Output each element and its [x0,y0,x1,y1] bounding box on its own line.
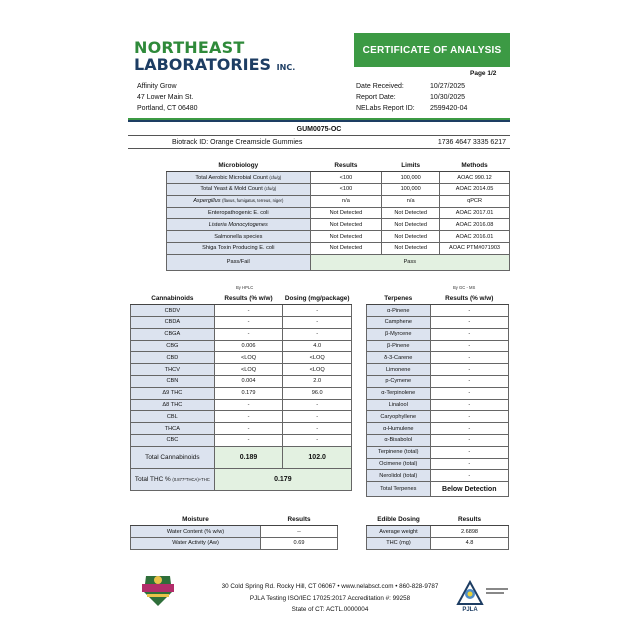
cannabinoid-dosing: 2.0 [283,376,352,388]
table-row [367,376,509,388]
terpene-name: β-Pinene [367,340,431,352]
micro-header-limits: Limits [382,160,440,172]
terpene-name: Limonene [367,364,431,376]
divider-navy [128,120,510,122]
cannabinoid-result: - [214,411,283,423]
micro-method: AOAC 990.12 [440,172,510,184]
micro-limit: Not Detected [382,231,440,243]
micro-analyte-name: Aspergillus [193,198,221,205]
table-row [367,458,509,470]
micro-analyte-name: Total Aerobic Microbial Count [195,174,268,181]
edible-name: THC (mg) [367,538,431,550]
cannabinoid-name: THCA [131,423,215,435]
micro-method: AOAC 2016.01 [440,231,510,243]
table-row [167,207,510,219]
terpene-result: - [430,435,509,447]
cannabinoid-name: CBG [131,340,215,352]
cannabinoid-name: Δ8 THC [131,399,215,411]
micro-analyte [167,219,311,231]
client-address [137,81,198,114]
edible-result: 4.8 [431,538,509,550]
cannabinoid-dosing: 96.0 [283,387,352,399]
pass-fail-row [167,254,510,270]
table-row [131,352,352,364]
cannabinoid-result: <LOQ [214,352,283,364]
micro-analyte [167,207,311,219]
logo-line2 [134,56,334,77]
cannabinoid-result: 0.006 [214,340,283,352]
terpene-result: - [430,458,509,470]
micro-analyte-unit: (cfu/g) [264,186,277,192]
gcms-note: By GC - MS [453,285,476,290]
table-row [167,231,510,243]
table-row [131,411,352,423]
table-row [131,317,352,329]
total-cannabinoids-mg: 102.0 [283,446,352,468]
page-number: Page 1/2 [470,70,497,77]
cannabinoid-name: Δ9 THC [131,387,215,399]
cannabinoid-dosing: - [283,328,352,340]
moisture-header-results: Results [261,514,338,526]
table-row [367,435,509,447]
table-row [131,435,352,447]
moisture-table [130,514,338,550]
micro-result: Not Detected [310,243,382,255]
micro-result: Not Detected [310,207,382,219]
cannabinoid-result: - [214,399,283,411]
document-title: CERTIFICATE OF ANALYSIS [354,33,510,67]
pass-fail-label: Pass/Fail [167,254,311,270]
terp-header-results: Results (% w/w) [430,293,509,305]
micro-analyte [167,195,311,207]
micro-method: AOAC PTM#071903 [440,243,510,255]
cannabinoid-dosing: <LOQ [283,364,352,376]
terpene-result: - [430,376,509,388]
footer-state-license: State of CT: ACTL.0000004 [291,606,369,613]
total-terpenes-row [367,482,509,497]
table-row [367,411,509,423]
terpene-result: - [430,411,509,423]
table-row [367,364,509,376]
cannabinoid-name: THCV [131,364,215,376]
sample-number: 1736 4647 3335 6217 [437,138,506,146]
terpene-result: - [430,399,509,411]
micro-method: AOAC 2014.05 [440,184,510,196]
canna-header-name: Cannabinoids [131,293,215,305]
total-thc-label [131,468,215,490]
logo-line1: NORTHEAST [134,38,245,57]
client-street: 47 Lower Main St. [137,94,194,101]
micro-analyte-name: Shiga Toxin Producing E. coli [202,245,275,252]
micro-method: AOAC 2016.08 [440,219,510,231]
terpene-name: β-Myrcene [367,328,431,340]
terpene-name: Linalool [367,399,431,411]
total-cannabinoids-row [131,446,352,468]
table-row [131,387,352,399]
total-terpenes-value: Below Detection [430,482,509,497]
canna-header-results: Results (% w/w) [214,293,283,305]
table-row [367,470,509,482]
table-row [367,352,509,364]
table-row [131,364,352,376]
report-date-label: Report Date: [356,94,396,101]
certification-badge-icon [138,570,178,610]
total-cannabinoids-pct: 0.189 [214,446,283,468]
footer-address: 30 Cold Spring Rd. Rocky Hill, CT 06067 • www.nelabsct.com • 860-828-9787 [221,583,439,590]
client-name: Affinity Grow [137,83,177,90]
moisture-header-name: Moisture [131,514,261,526]
moisture-name: Water Activity (Aw) [131,538,261,550]
cannabinoid-name: CBGA [131,328,215,340]
cannabinoid-dosing: - [283,399,352,411]
cannabinoid-name: CBDV [131,305,215,317]
footer-accreditation: PJLA Testing ISO/IEC 17025:2017 Accreditation #: 99258 [249,594,411,602]
microbiology-table [166,160,510,271]
total-terpenes-label: Total Terpenes [367,482,431,497]
terpene-result: - [430,352,509,364]
terpene-result: - [430,364,509,376]
micro-result: <100 [310,184,382,196]
table-row [131,328,352,340]
micro-analyte [167,243,311,255]
cannabinoid-dosing: - [283,305,352,317]
micro-result: Not Detected [310,219,382,231]
table-row [131,340,352,352]
terpene-name: p-Cymene [367,376,431,388]
micro-result: n/a [310,195,382,207]
terpene-result: - [430,328,509,340]
micro-result: Not Detected [310,231,382,243]
terpene-name: Caryophyllene [367,411,431,423]
table-row [367,328,509,340]
table-row [131,376,352,388]
table-row [367,317,509,329]
cannabinoid-name: CBN [131,376,215,388]
micro-header-analyte: Microbiology [167,160,311,172]
pjla-accreditation-icon [456,580,510,612]
cannabinoid-dosing: <LOQ [283,352,352,364]
micro-analyte-name: Enteropathogenic E. coli [207,210,269,217]
micro-analyte-name: Salmonella species [214,233,263,240]
table-row [367,305,509,317]
table-row [131,538,338,550]
pjla-label: PJLA [462,607,478,612]
hplc-note: By HPLC [236,285,254,290]
cannabinoid-result: <LOQ [214,364,283,376]
terpene-result: - [430,423,509,435]
table-row [367,423,509,435]
terpene-name: Terpinene (total) [367,446,431,458]
logo-line2-text: LABORATORIES [134,55,272,74]
micro-analyte [167,231,311,243]
total-cannabinoids-label: Total Cannabinoids [131,446,215,468]
micro-analyte-name: Total Yeast & Mold Count [200,186,263,193]
edible-result: 2.6898 [431,526,509,538]
table-row [131,305,352,317]
moisture-result: -- [261,526,338,538]
micro-header-results: Results [310,160,382,172]
micro-limit: Not Detected [382,243,440,255]
terpene-result: - [430,470,509,482]
cannabinoid-name: CBL [131,411,215,423]
sample-code: GUM0075-OC [296,126,342,133]
table-row [167,184,510,196]
terpene-name: Ocimene (total) [367,458,431,470]
terp-header-name: Terpenes [367,293,431,305]
micro-analyte [167,172,311,184]
micro-limit: 100,000 [382,172,440,184]
terpene-name: α-Bisabolol [367,435,431,447]
cannabinoid-dosing: - [283,411,352,423]
report-date: 10/30/2025 [430,94,466,101]
cannabinoid-result: - [214,435,283,447]
cannabinoids-table [130,293,352,491]
terpene-result: - [430,305,509,317]
table-row [367,340,509,352]
table-row [167,195,510,207]
terpene-name: α-Pinene [367,305,431,317]
table-row [367,446,509,458]
terpene-name: Camphene [367,317,431,329]
report-id-label: NELabs Report ID: [356,105,415,112]
table-row [367,399,509,411]
logo-inc: INC. [276,63,296,72]
cannabinoid-dosing: 4.0 [283,340,352,352]
cannabinoid-result: - [214,328,283,340]
cannabinoid-result: - [214,423,283,435]
micro-limit: n/a [382,195,440,207]
edible-header-name: Edible Dosing [367,514,431,526]
micro-limit: Not Detected [382,207,440,219]
cannabinoid-result: - [214,305,283,317]
moisture-name: Water Content (% w/w) [131,526,261,538]
total-thc-text: Total THC % [134,475,171,483]
client-city: Portland, CT 06480 [137,105,198,112]
terpene-name: α-Humulene [367,423,431,435]
edible-dosing-table [366,514,509,550]
company-logo [134,40,334,77]
micro-result: <100 [310,172,382,184]
micro-analyte-unit: (cfu/g) [269,174,282,180]
terpene-name: α-Terpinolene [367,387,431,399]
total-thc-formula: (0.877*THCA)+THC [172,476,210,482]
terpene-result: - [430,317,509,329]
table-row [367,538,509,550]
micro-header-methods: Methods [440,160,510,172]
table-row [367,387,509,399]
moisture-result: 0.69 [261,538,338,550]
micro-analyte [167,184,311,196]
pass-fail-value: Pass [310,254,509,270]
terpene-result: - [430,387,509,399]
table-row [167,172,510,184]
canna-header-dosing: Dosing (mg/package) [283,293,352,305]
cannabinoid-name: CBC [131,435,215,447]
table-row [367,526,509,538]
terpenes-table [366,293,509,497]
table-row [131,526,338,538]
micro-limit: 100,000 [382,184,440,196]
terpene-result: - [430,340,509,352]
report-dates [356,81,467,114]
total-thc-row [131,468,352,490]
cannabinoid-dosing: - [283,435,352,447]
lab-footer [200,581,460,616]
table-row [167,219,510,231]
biotrack-id: Biotrack ID: Orange Creamsicle Gummies [172,138,303,146]
date-received-label: Date Received: [356,83,404,90]
micro-analyte-unit: (flavus, fumigatus, terreus, niger) [222,198,284,204]
cannabinoid-name: CBD [131,352,215,364]
micro-analyte-name: Listeria Monocytogenes [208,221,268,228]
sample-info [128,135,510,149]
terpene-name: Nerolidol (total) [367,470,431,482]
cannabinoid-dosing: - [283,317,352,329]
edible-name: Average weight [367,526,431,538]
table-row [167,243,510,255]
terpene-result: - [430,446,509,458]
cannabinoid-result: 0.179 [214,387,283,399]
cannabinoid-result: 0.004 [214,376,283,388]
cannabinoid-dosing: - [283,423,352,435]
terpene-name: δ-3-Carene [367,352,431,364]
date-received: 10/27/2025 [430,83,466,90]
total-thc-value: 0.179 [214,468,351,490]
table-row [131,399,352,411]
table-row [131,423,352,435]
edible-header-results: Results [431,514,509,526]
cannabinoid-name: CBDA [131,317,215,329]
micro-method: AOAC 2017.01 [440,207,510,219]
report-id: 2599420-04 [430,105,468,112]
micro-method: qPCR [440,195,510,207]
micro-limit: Not Detected [382,219,440,231]
cannabinoid-result: - [214,317,283,329]
